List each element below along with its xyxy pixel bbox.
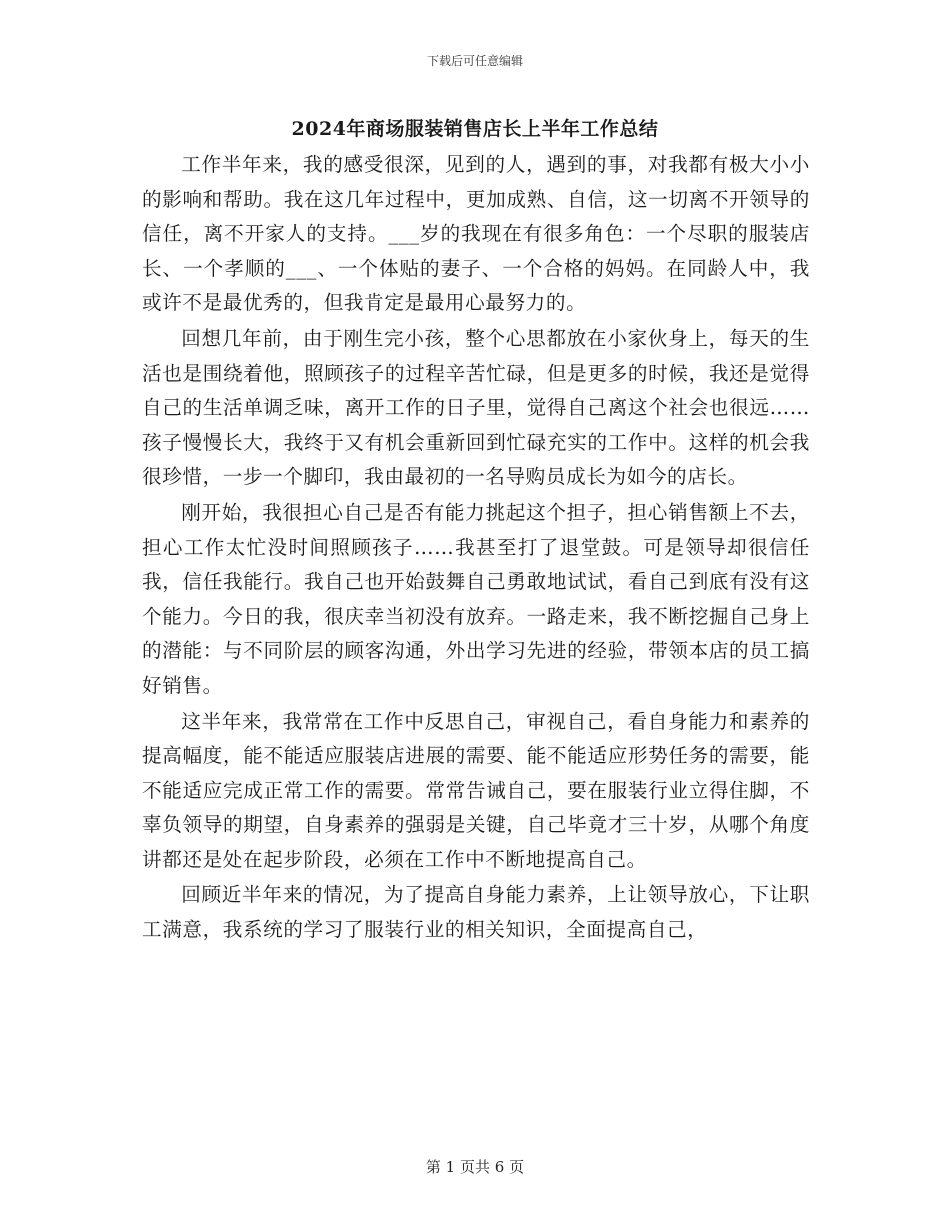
paragraph: 回顾近半年来的情况，为了提高自身能力素养，上让领导放心，下让职工满意，我系统的学习了服装行业的相关知识，全面提高自己， [142,883,810,942]
paragraph: 工作半年来，我的感受很深，见到的人，遇到的事，对我都有极大小小的影响和帮助。我在这几年过程中，更加成熟、自信，这一切离不开领导的信任，离不开家人的支持。___岁的我现在有很多角色：一个尽职的服装店长、一个孝顺的___、一个体贴的妻子、一个合格的妈妈。在同龄人中，我或许不是最优秀的，但我肯定是最用心最努力的。 [142,153,810,315]
paragraph: 回想几年前，由于刚生完小孩，整个心思都放在小家伙身上，每天的生活也是围绕着他，照顾孩子的过程辛苦忙碌，但是更多的时候，我还是觉得自己的生活单调乏味，离开工作的日子里，觉得自己离这个社会也很远……孩子慢慢长大，我终于又有机会重新回到忙碌充实的工作中。这样的机会我很珍惜，一步一个脚印，我由最初的一名导购员成长为如今的店长。 [142,326,810,489]
header-note: 下载后可任意编辑 [426,54,523,68]
page-number: 第 1 页共 6 页 [425,1158,525,1176]
paragraph: 这半年来，我常常在工作中反思自己，审视自己，看自身能力和素养的提高幅度，能不能适应服装店进展的需要、能不能适应形势任务的需要，能不能适应完成正常工作的需要。常常告诫自己，要在服装行业立得住脚，不辜负领导的期望，自身素养的强弱是关键，自己毕竟才三十岁，从哪个角度讲都还是处在起步阶段，必须在工作中不断地提高自己。 [142,709,810,871]
paragraph: 刚开始，我很担心自己是否有能力挑起这个担子，担心销售额上不去，担心工作太忙没时间照顾孩子……我甚至打了退堂鼓。可是领导却很信任我，信任我能行。我自己也开始鼓舞自己勇敢地试试，看自己到底有没有这个能力。今日的我，很庆幸当初没有放弃。一路走来，我不断挖掘自己身上的潜能：与不同阶层的顾客沟通，外出学习先进的经验，带领本店的员工搞好销售。 [142,500,810,697]
document-body [142,148,810,949]
document-title: 2024年商场服装销售店长上半年工作总结 [291,118,659,140]
